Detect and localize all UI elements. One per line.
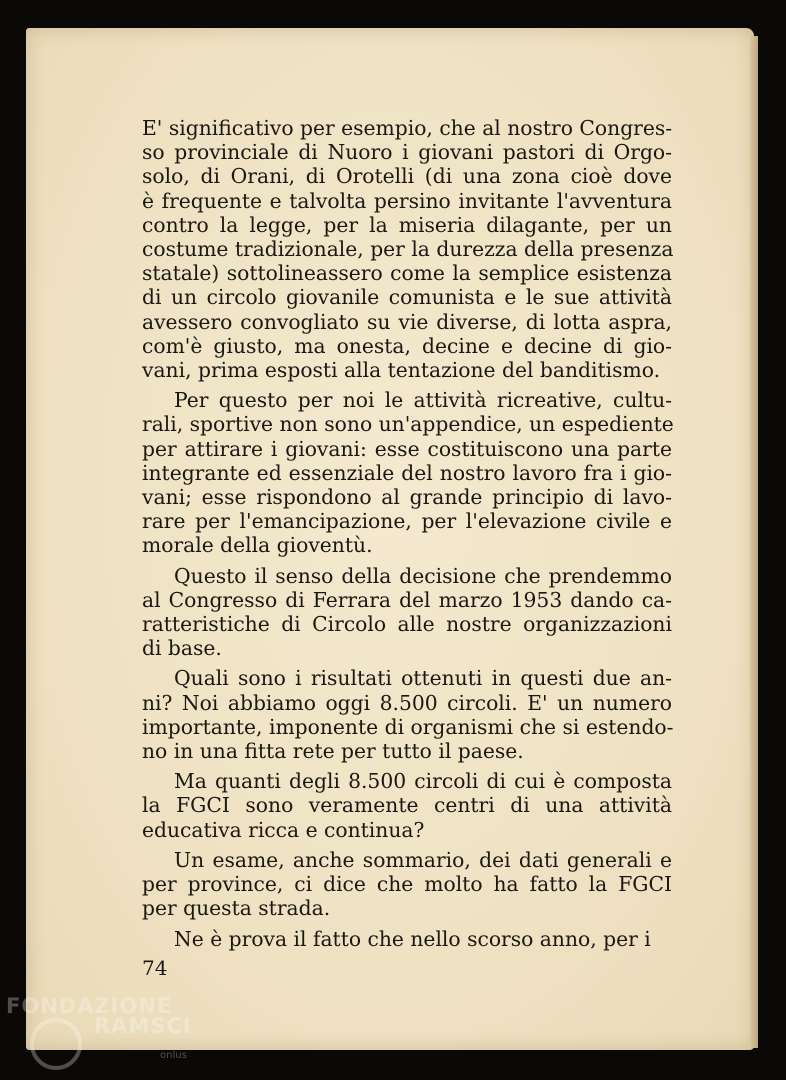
watermark-line2: RAMSCI	[94, 1014, 192, 1038]
text-line: contro la legge, per la miseria dilagante, per un	[142, 212, 672, 237]
text-line: vani; esse rispondono al grande principio di lavo-	[142, 485, 672, 510]
paragraph	[142, 848, 672, 921]
page-number: 74	[142, 956, 168, 980]
text-line: di un circolo giovanile comunista e le sue attività	[142, 285, 672, 310]
text-line: per questa strada.	[142, 896, 331, 921]
paragraph	[142, 769, 672, 842]
text-line: costume tradizionale, per la durezza della presenza	[142, 237, 674, 262]
text-line: E' significativo per esempio, che al nostro Congres-	[142, 116, 673, 140]
watermark	[6, 992, 206, 1072]
text-line: Questo il senso della decisione che prendemmo	[174, 563, 672, 588]
paragraph	[142, 564, 672, 661]
text-line: no in una fitta rete per tutto il paese.	[142, 739, 524, 764]
text-line: so provinciale di Nuoro i giovani pastori di Orgo-	[142, 140, 672, 165]
paragraph	[142, 116, 672, 382]
text-line: rare per l'emancipazione, per l'elevazione civile e	[142, 509, 672, 534]
text-line: è frequente e talvolta persino invitante l'avventura	[142, 188, 672, 213]
paragraph	[142, 666, 672, 763]
text-line: Ma quanti degli 8.500 circoli di cui è composta	[174, 769, 672, 794]
watermark-line1: FONDAZIONE	[6, 994, 173, 1018]
text-line: Ne è prova il fatto che nello scorso anno, per i	[174, 926, 651, 951]
text-line: ni? Noi abbiamo oggi 8.500 circoli. E' un numero	[142, 690, 672, 715]
text-line: la FGCI sono veramente centri di una attività	[142, 793, 672, 818]
text-line: avessero convogliato su vie diverse, di lotta aspra,	[142, 309, 672, 334]
text-line: importante, imponente di organismi che si estendo-	[142, 714, 674, 739]
paragraph	[142, 388, 672, 557]
text-line: vani, prima esposti alla tentazione del banditismo.	[142, 358, 661, 383]
text-line: solo, di Orani, di Orotelli (di una zona cioè dove	[142, 164, 672, 189]
page-edge	[750, 36, 758, 1048]
text-line: rali, sportive non sono un'appendice, un espediente	[142, 412, 674, 437]
text-line: morale della gioventù.	[142, 533, 373, 558]
body-text	[142, 116, 672, 957]
paragraph	[142, 927, 672, 951]
watermark-small: onlus	[160, 1050, 187, 1061]
text-line: Quali sono i risultati ottenuti in questi due an-	[174, 666, 672, 691]
text-line: per attirare i giovani: esse costituiscono una parte	[142, 436, 672, 461]
text-line: ratteristiche di Circolo alle nostre organizzazioni	[142, 612, 672, 637]
text-line: Per questo per noi le attività ricreative, cultu-	[174, 388, 672, 413]
text-line: educativa ricca e continua?	[142, 817, 425, 842]
text-line: com'è giusto, ma onesta, decine e decine di gio-	[142, 333, 672, 358]
text-line: al Congresso di Ferrara del marzo 1953 dando ca-	[142, 587, 672, 612]
text-line: statale) sottolineassero come la semplice esistenza	[142, 261, 672, 286]
text-line: integrante ed essenziale del nostro lavoro fra i gio-	[142, 460, 672, 485]
watermark-logo-icon	[30, 1018, 82, 1070]
text-line: di base.	[142, 636, 222, 661]
text-line: per province, ci dice che molto ha fatto la FGCI	[142, 872, 672, 897]
text-line: Un esame, anche sommario, dei dati generali e	[174, 847, 672, 872]
